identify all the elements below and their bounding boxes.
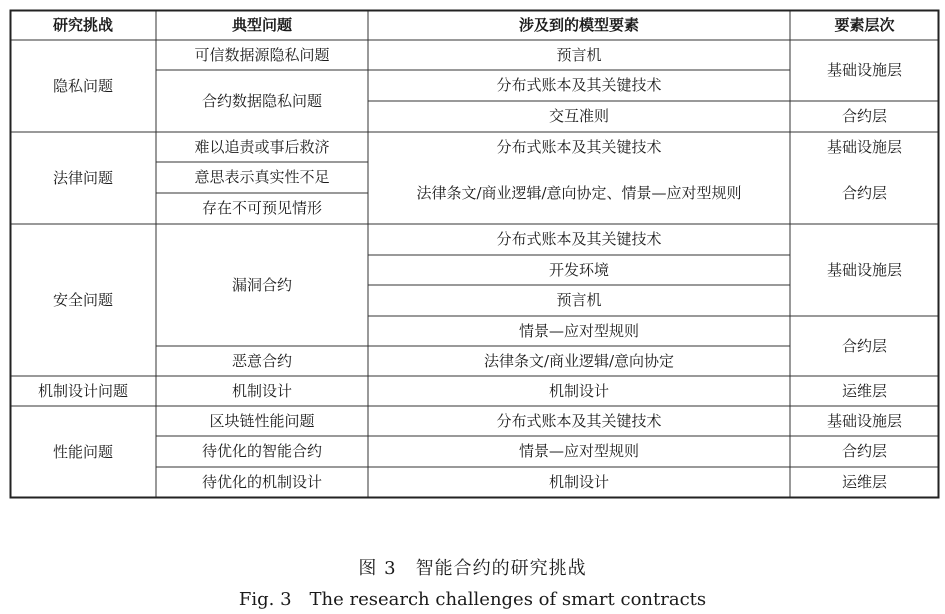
figure-caption-english: Fig. 3 The research challenges of smart contracts — [238, 589, 707, 610]
challenge-legal: 法律问题 — [52, 168, 113, 187]
header-challenge: 研究挑战 — [52, 15, 113, 34]
problem-contract-optimization: 待优化的智能合约 — [201, 442, 322, 460]
problem-accountability: 难以追责或事后救济 — [194, 137, 330, 156]
element-scenario-response-rules: 情景—应对型规则 — [518, 442, 639, 460]
challenge-privacy: 隐私问题 — [52, 76, 113, 95]
layer-infrastructure: 基础设施层 — [826, 411, 902, 430]
layer-contract: 合约层 — [841, 183, 887, 202]
element-distributed-ledger: 分布式账本及其关键技术 — [496, 411, 662, 430]
element-mechanism-design: 机制设计 — [548, 473, 609, 491]
layer-operations: 运维层 — [841, 381, 887, 400]
element-mechanism-design: 机制设计 — [548, 381, 609, 400]
layer-contract: 合约层 — [841, 442, 887, 460]
element-legal-business-intent: 法律条文/商业逻辑/意向协定 — [483, 351, 675, 370]
layer-infrastructure: 基础设施层 — [826, 61, 902, 79]
element-legal-business-rules: 法律条文/商业逻辑/意向协定、情景—应对型规则 — [416, 183, 742, 202]
element-oracle: 预言机 — [556, 291, 602, 309]
problem-contract-data-privacy: 合约数据隐私问题 — [201, 91, 322, 110]
figure-caption-chinese: 图 3 智能合约的研究挑战 — [358, 558, 587, 579]
layer-infrastructure: 基础设施层 — [826, 260, 902, 279]
problem-malicious-contract: 恶意合约 — [231, 351, 292, 370]
challenge-security: 安全问题 — [52, 290, 113, 309]
element-dev-environment: 开发环境 — [548, 260, 609, 279]
problem-mechanism-design: 机制设计 — [231, 381, 292, 400]
problem-trusted-source-privacy: 可信数据源隐私问题 — [194, 45, 330, 64]
element-distributed-ledger: 分布式账本及其关键技术 — [496, 137, 662, 156]
header-problem: 典型问题 — [231, 15, 292, 34]
header-layer: 要素层次 — [834, 15, 895, 34]
element-scenario-response-rules: 情景—应对型规则 — [518, 321, 639, 340]
layer-operations: 运维层 — [841, 473, 887, 491]
element-distributed-ledger: 分布式账本及其关键技术 — [496, 76, 662, 94]
research-challenges-table — [10, 10, 939, 498]
problem-blockchain-performance: 区块链性能问题 — [209, 411, 315, 430]
element-distributed-ledger: 分布式账本及其关键技术 — [496, 230, 662, 248]
challenge-mechanism: 机制设计问题 — [37, 381, 128, 400]
challenge-performance: 性能问题 — [52, 442, 113, 461]
problem-vulnerable-contract: 漏洞合约 — [231, 275, 292, 294]
element-oracle: 预言机 — [556, 45, 602, 64]
problem-unforeseen: 存在不可预见情形 — [201, 199, 322, 217]
problem-intent-authenticity: 意思表示真实性不足 — [194, 168, 330, 186]
element-interaction-rules: 交互准则 — [548, 107, 609, 125]
layer-contract: 合约层 — [841, 336, 887, 355]
layer-contract: 合约层 — [841, 107, 887, 125]
layer-infrastructure: 基础设施层 — [826, 137, 902, 156]
header-element: 涉及到的模型要素 — [518, 15, 639, 34]
problem-mechanism-optimization: 待优化的机制设计 — [201, 473, 322, 491]
